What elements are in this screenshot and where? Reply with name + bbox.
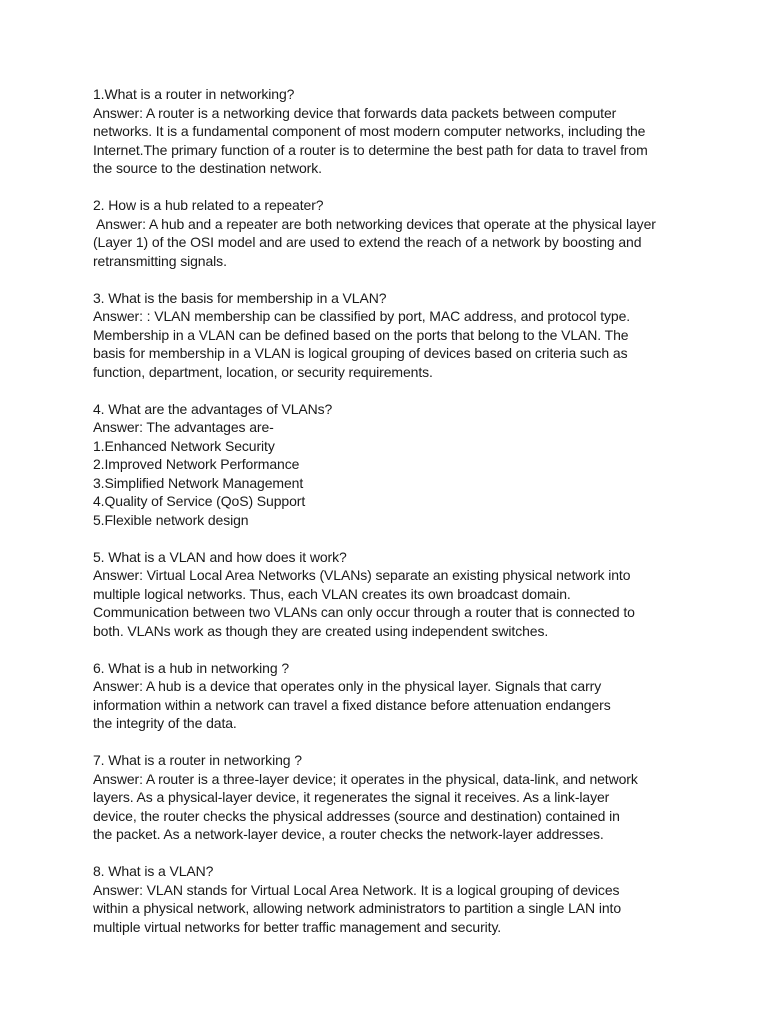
answer-line: information within a network can travel a fixed distance before attenuation endangers (93, 696, 611, 713)
answer-line: the integrity of the data. (93, 715, 237, 731)
answer-line: Answer: VLAN stands for Virtual Local Area Network. It is a logical grouping of devices (93, 881, 620, 898)
answer-line: both. VLANs work as though they are created using independent switches. (93, 622, 549, 639)
answer-line: Answer: A hub and a repeater are both networking devices that operate at the physical layer (93, 215, 656, 232)
answer-line: multiple virtual networks for better traffic management and security. (93, 918, 502, 935)
answer-line: Internet.The primary function of a router is to determine the best path for data to travel from (93, 141, 648, 158)
question-8: 8. What is a VLAN? (93, 863, 214, 879)
answer-line: (Layer 1) of the OSI model and are used to extend the reach of a network by boosting and (93, 234, 642, 250)
answer-line: the packet. As a network-layer device, a router checks the network-layer addresses. (93, 826, 604, 842)
answer-line: function, department, location, or security requirements. (93, 363, 433, 380)
list-item: 1.Enhanced Network Security (93, 437, 275, 454)
question-4: 4. What are the advantages of VLANs? (93, 400, 333, 417)
question-7: 7. What is a router in networking ? (93, 752, 302, 768)
qa-item-6 (93, 659, 683, 733)
qa-item-5 (93, 548, 683, 641)
answer-line: Answer: The advantages are- (93, 419, 274, 435)
answer-line: Answer: Virtual Local Area Networks (VLANs) separate an existing physical network into (93, 567, 631, 583)
answer-line: multiple logical networks. Thus, each VLAN creates its own broadcast domain. (93, 585, 571, 602)
answer-line: within a physical network, allowing network administrators to partition a single LAN into (93, 900, 622, 916)
answer-line: Answer: : VLAN membership can be classified by port, MAC address, and protocol type. (93, 308, 631, 324)
qa-item-7 (93, 751, 683, 844)
list-item: 2.Improved Network Performance (93, 456, 300, 472)
answer-line: networks. It is a fundamental component of most modern computer networks, including the (93, 123, 646, 139)
answer-line: basis for membership in a VLAN is logical grouping of devices based on criteria such as (93, 345, 628, 361)
question-2: 2. How is a hub related to a repeater? (93, 197, 324, 213)
qa-item-2 (93, 196, 683, 270)
answer-line: device, the router checks the physical addresses (source and destination) contained in (93, 807, 620, 824)
question-5: 5. What is a VLAN and how does it work? (93, 548, 347, 565)
answer-line: Answer: A router is a three-layer device; it operates in the physical, data-link, and network (93, 770, 638, 787)
answer-line: layers. As a physical-layer device, it regenerates the signal it receives. As a link-layer (93, 789, 610, 805)
list-item: 4.Quality of Service (QoS) Support (93, 493, 306, 509)
list-item: 5.Flexible network design (93, 511, 249, 528)
list-item: 3.Simplified Network Management (93, 474, 304, 491)
answer-line: Answer: A router is a networking device that forwards data packets between computer (93, 104, 617, 121)
answer-line: Communication between two VLANs can only occur through a router that is connected to (93, 604, 635, 620)
answer-line: the source to the destination network. (93, 160, 322, 176)
question-3: 3. What is the basis for membership in a VLAN? (93, 289, 387, 306)
answer-line: Answer: A hub is a device that operates only in the physical layer. Signals that carry (93, 678, 602, 694)
qa-item-8 (93, 862, 683, 936)
question-6: 6. What is a hub in networking ? (93, 659, 290, 676)
question-1: 1.What is a router in networking? (93, 86, 295, 102)
qa-item-1 (93, 85, 683, 178)
answer-line: retransmitting signals. (93, 252, 227, 269)
document-page (93, 85, 683, 955)
qa-item-4 (93, 400, 683, 530)
qa-item-3 (93, 289, 683, 382)
answer-line: Membership in a VLAN can be defined based on the ports that belong to the VLAN. The (93, 326, 629, 343)
